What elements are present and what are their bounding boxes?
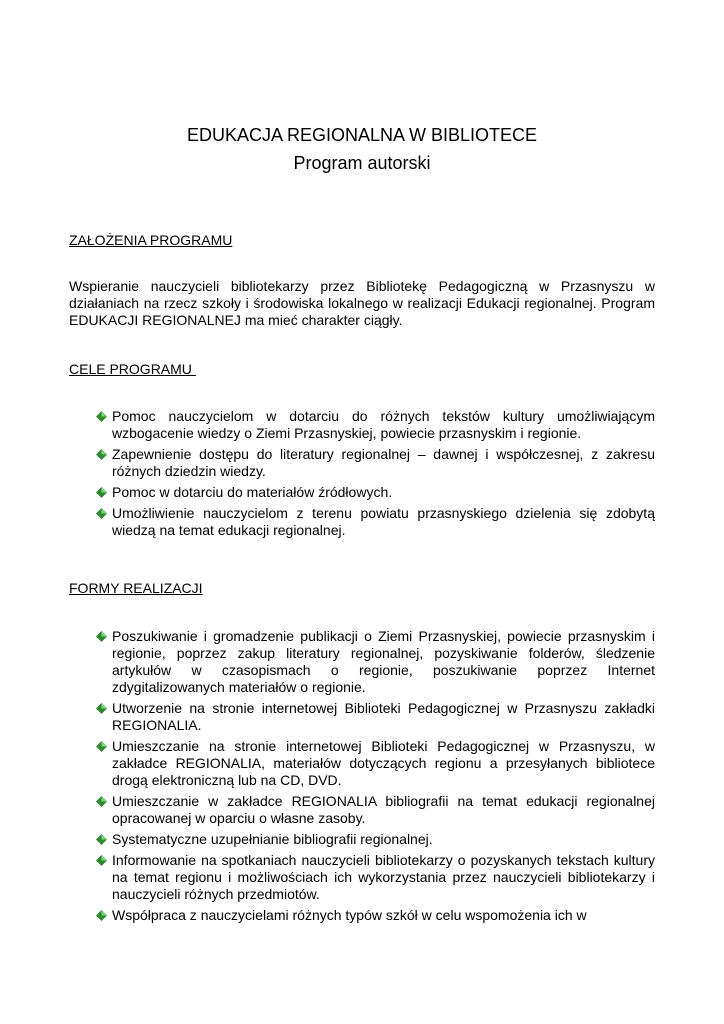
list-item-text: Zapewnienie dostępu do literatury regionalnej – dawnej i współczesnej, z zakresu różnych dziedzin wiedzy. <box>112 446 655 479</box>
document-title: EDUKACJA REGIONALNA W BIBLIOTECE <box>186 125 538 145</box>
forms-list <box>96 628 655 928</box>
green-diamond-icon <box>96 631 107 642</box>
green-diamond-icon <box>96 910 107 921</box>
list-item-text: Utworzenie na stronie internetowej Biblioteki Pedagogicznej w Przasnyszu zakładki REGIONALIA. <box>112 700 655 733</box>
list-item <box>96 446 655 480</box>
list-item-text: Umieszczanie w zakładce REGIONALIA bibliografii na temat edukacji regionalnej opracowanej w oparciu o własne zasoby. <box>112 793 655 826</box>
document-subtitle: Program autorski <box>293 153 431 173</box>
green-diamond-icon <box>96 411 107 422</box>
green-diamond-icon <box>96 855 107 866</box>
list-item-text: Współpraca z nauczycielami różnych typów szkół w celu wspomożenia ich w <box>112 907 587 923</box>
list-item <box>96 505 655 539</box>
section-heading-goals: CELE PROGRAMU <box>69 361 196 377</box>
list-item <box>96 793 655 827</box>
list-item <box>96 852 655 903</box>
section-heading-assumptions: ZAŁOŻENIA PROGRAMU <box>69 232 233 248</box>
list-item-text: Umożliwienie nauczycielom z terenu powiatu przasnyskiego dzielenia się zdobytą wiedzą na temat edukacji regionalnej. <box>112 505 655 538</box>
list-item-text: Systematyczne uzupełnianie bibliografii regionalnej. <box>112 831 433 847</box>
list-item <box>96 408 655 442</box>
list-item-text: Pomoc w dotarciu do materiałów źródłowych. <box>112 484 393 500</box>
green-diamond-icon <box>96 508 107 519</box>
green-diamond-icon <box>96 834 107 845</box>
list-item-text: Poszukiwanie i gromadzenie publikacji o Ziemi Przasnyskiej, powiecie przasnyskim i regionie, poprzez zakup literatury regionalnej, pozyskiwanie folderów, śledzenie artykułów w czasopismach o regionie, poszukiwanie poprzez Internet zdygitalizowanych materiałów o regionie. <box>112 628 655 695</box>
list-item-text: Informowanie na spotkaniach nauczycieli bibliotekarzy o pozyskanych tekstach kultury na temat regionu i możliwościach ich wykorzystania przez nauczycieli bibliotekarzy i nauczycieli różnych przedmiotów. <box>112 852 655 902</box>
green-diamond-icon <box>96 741 107 752</box>
assumptions-paragraph: Wspieranie nauczycieli bibliotekarzy przez Bibliotekę Pedagogiczną w Przasnyszu w działaniach na rzecz szkoły i środowiska lokalnego w realizacji Edukacji regionalnej. Program EDUKACJI REGIONALNEJ ma mieć charakter ciągły. <box>69 278 655 328</box>
list-item <box>96 907 655 924</box>
list-item-text: Pomoc nauczycielom w dotarciu do różnych tekstów kultury umożliwiającym wzbogacenie wiedzy o Ziemi Przasnyskiej, powiecie przasnyskim i regionie. <box>112 408 655 441</box>
list-item <box>96 700 655 734</box>
list-item-text: Umieszczanie na stronie internetowej Biblioteki Pedagogicznej w Przasnyszu, w zakładce REGIONALIA, materiałów dotyczących regionu a przesyłanych bibliotece drogą elektroniczną lub na CD, DVD. <box>112 738 655 788</box>
list-item <box>96 831 655 848</box>
list-item <box>96 738 655 789</box>
list-item <box>96 484 655 501</box>
list-item <box>96 628 655 696</box>
green-diamond-icon <box>96 449 107 460</box>
green-diamond-icon <box>96 487 107 498</box>
goals-list <box>96 408 655 543</box>
section-heading-forms: FORMY REALIZACJI <box>69 580 203 596</box>
green-diamond-icon <box>96 703 107 714</box>
green-diamond-icon <box>96 796 107 807</box>
